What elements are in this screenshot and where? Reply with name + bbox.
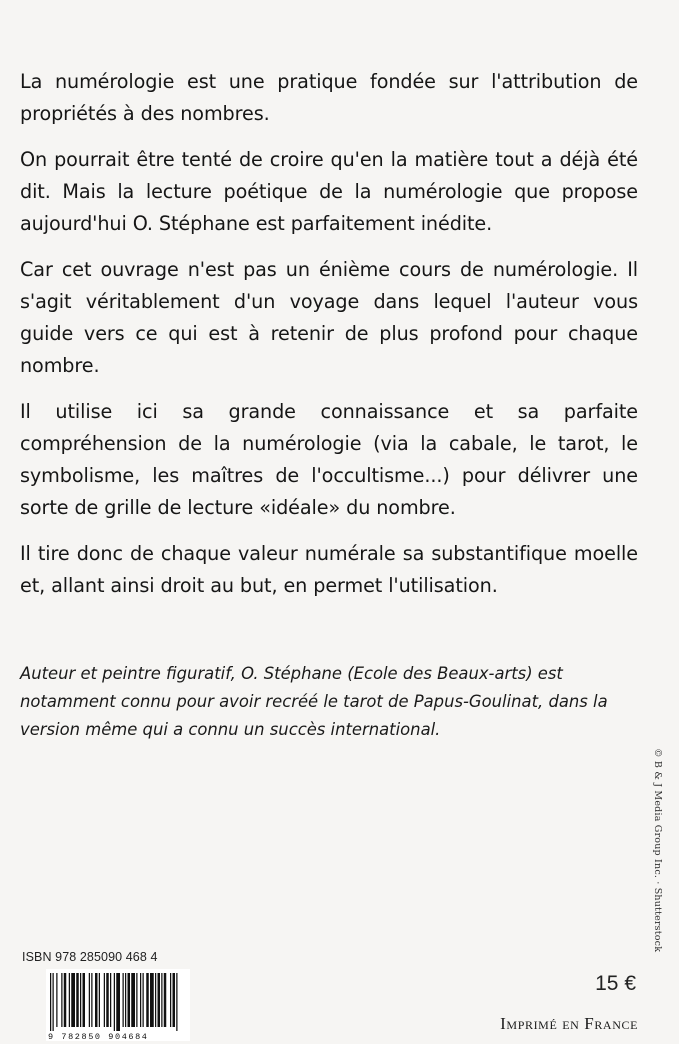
barcode	[46, 969, 190, 1041]
barcode-bar	[128, 973, 131, 1027]
barcode-bar	[110, 973, 111, 1027]
blurb-paragraph-3: Car cet ouvrage n'est pas un énième cours de numérologie. Il s'agit véritablement d'un voyage dans lequel l'auteur vous guide vers ce qui est à retenir de plus profond pour chaque nombre.	[20, 258, 638, 377]
barcode-bar	[116, 973, 120, 1031]
isbn-label: ISBN 978 285090 468 4	[22, 950, 158, 964]
barcode-graphic	[46, 969, 190, 1041]
barcode-bar	[140, 973, 141, 1027]
imprint-notice: Imprimé en France	[500, 1014, 638, 1033]
barcode-bar	[91, 973, 92, 1027]
barcode-bar	[64, 973, 67, 1027]
barcode-bar	[95, 973, 98, 1027]
barcode-bar	[76, 973, 79, 1027]
barcode-bar	[50, 973, 51, 1031]
barcode-bars	[50, 973, 178, 1031]
barcode-bar	[104, 973, 105, 1027]
barcode-bar	[155, 973, 156, 1027]
barcode-bar	[143, 973, 144, 1027]
barcode-bar	[53, 973, 54, 1031]
barcode-bar	[80, 973, 81, 1027]
barcode-bar	[89, 973, 90, 1027]
barcode-bar	[106, 973, 109, 1027]
barcode-bar	[170, 973, 171, 1027]
barcode-bar	[136, 973, 137, 1027]
blurb-paragraph-1: La numérologie est une pratique fondée sur l'attribution de propriétés à des nombres.	[20, 70, 638, 125]
barcode-bar	[125, 973, 126, 1027]
barcode-bar	[56, 973, 57, 1027]
blurb-paragraph-2: On pourrait être tenté de croire qu'en la matière tout a déjà été dit. Mais la lecture poétique de la numérologie que propose aujourd'hui O. Stéphane est parfaitement inédite.	[20, 148, 638, 235]
barcode-bar	[173, 973, 176, 1027]
barcode-bar	[123, 973, 124, 1027]
barcode-bar	[146, 973, 149, 1027]
price: 15 €	[595, 972, 636, 995]
barcode-bar	[164, 973, 167, 1027]
image-credit: © B & J Media Group Inc. · Shutterstock	[652, 748, 663, 953]
blurb-paragraph-4: Il utilise ici sa grande connaissance et sa parfaite compréhension de la numérologie (via la cabale, le tarot, le symbolisme, les maîtres de l'occultisme...) pour délivrer une sorte de grille de lecture «idéale» du nombre.	[20, 400, 638, 519]
barcode-bar	[83, 973, 86, 1027]
barcode-bar	[71, 973, 75, 1027]
barcode-bar	[150, 973, 154, 1027]
blurb-paragraph-5: Il tire donc de chaque valeur numérale sa substantifique moelle et, allant ainsi droit au but, en permet l'utilisation.	[20, 542, 638, 597]
barcode-bar	[131, 973, 135, 1027]
barcode-bar	[61, 973, 62, 1027]
barcode-bar	[158, 973, 161, 1027]
barcode-bar	[114, 973, 115, 1031]
barcode-bar	[176, 973, 177, 1031]
barcode-digits: 9 782850 904684	[48, 1032, 149, 1041]
barcode-bar	[99, 973, 100, 1027]
barcode-bar	[161, 973, 162, 1027]
blurb	[20, 66, 638, 616]
barcode-bar	[69, 973, 70, 1027]
author-bio: Auteur et peintre figuratif, O. Stéphane (Ecole des Beaux-arts) est notamment connu pour avoir recréé le tarot de Papus-Goulinat, dans la version même qui a connu un succès international.	[20, 664, 608, 739]
